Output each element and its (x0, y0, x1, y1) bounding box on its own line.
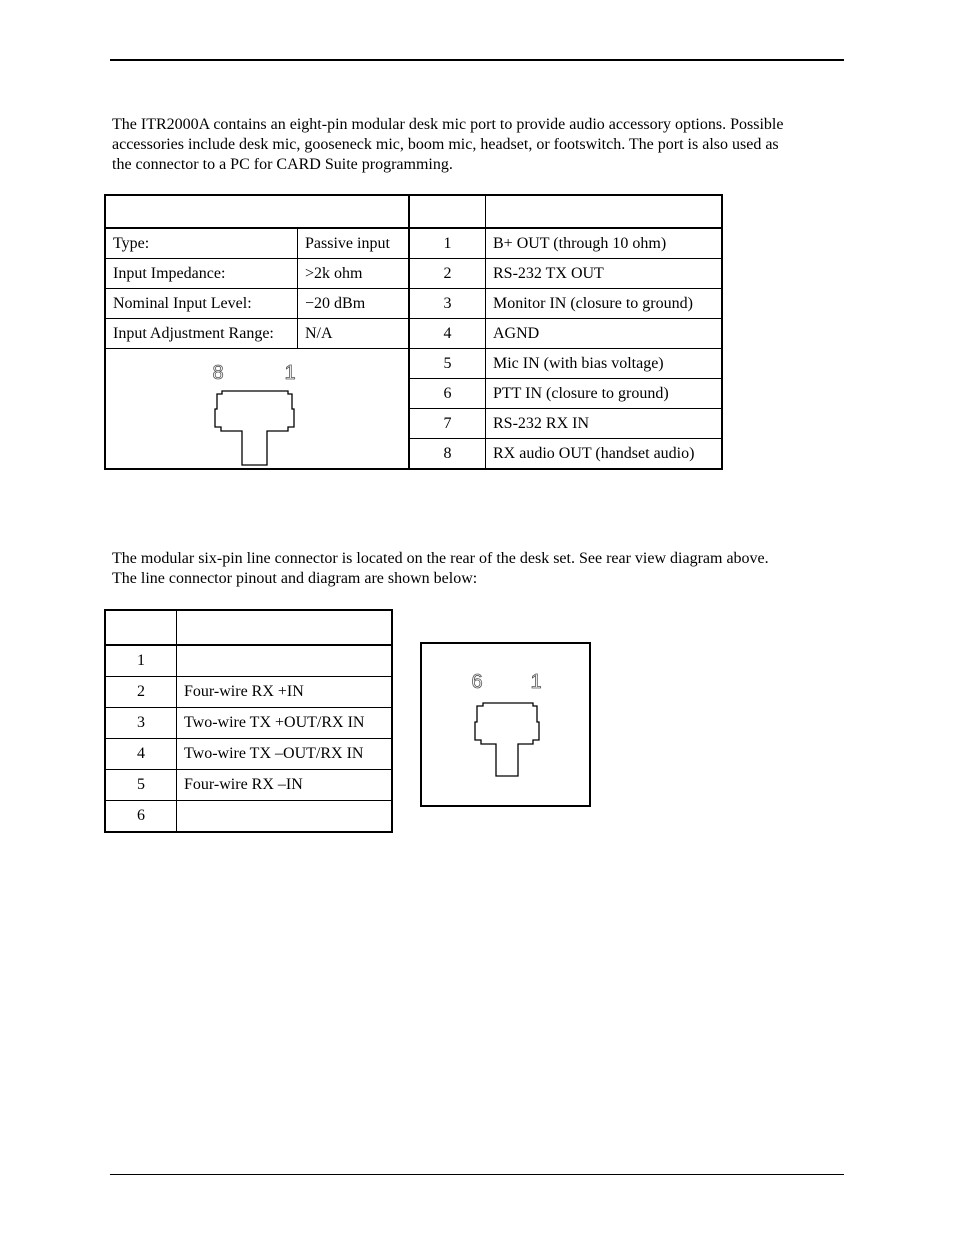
table-header-row (105, 610, 392, 645)
paragraph-line: The line connector pinout and diagram are shown below: (112, 570, 478, 587)
spec-label: Input Adjustment Range: (105, 319, 298, 349)
header-cell (409, 195, 486, 228)
header-cell (486, 195, 723, 228)
mic-port-table (104, 194, 723, 470)
intro-line: accessories include desk mic, gooseneck mic, boom mic, headset, or footswitch. The port is also used as (112, 136, 779, 153)
pin-function: B+ OUT (through 10 ohm) (486, 228, 723, 259)
pin-function: Mic IN (with bias voltage) (486, 349, 723, 379)
pin-number: 8 (409, 439, 486, 470)
pin-function: Four-wire RX –IN (177, 770, 393, 801)
pin-number: 3 (105, 708, 177, 739)
table-row (105, 739, 392, 770)
table-row (105, 289, 722, 319)
footer-rule (110, 1174, 844, 1175)
table-row (105, 770, 392, 801)
intro-paragraph (112, 115, 783, 175)
pin-function: Four-wire RX +IN (177, 677, 393, 708)
table-header-row (105, 195, 722, 228)
table-row (105, 645, 392, 677)
table-row (105, 349, 722, 379)
table-row (105, 677, 392, 708)
pin-number: 5 (409, 349, 486, 379)
line-jack-diagram (422, 644, 589, 805)
spec-value: −20 dBm (298, 289, 410, 319)
pin-number: 4 (409, 319, 486, 349)
header-rule (110, 59, 844, 61)
pin-number: 2 (409, 259, 486, 289)
spec-value: N/A (298, 319, 410, 349)
spec-value: >2k ohm (298, 259, 410, 289)
pin-function: Two-wire TX –OUT/RX IN (177, 739, 393, 770)
pin-number: 4 (105, 739, 177, 770)
pin-function: PTT IN (closure to ground) (486, 379, 723, 409)
pin-function: Monitor IN (closure to ground) (486, 289, 723, 319)
line-jack-diagram-box (420, 642, 591, 807)
table-row (105, 319, 722, 349)
pin-function: AGND (486, 319, 723, 349)
pin-number: 1 (105, 645, 177, 677)
table-row (105, 801, 392, 833)
header-cell (177, 610, 393, 645)
pin-function: Two-wire TX +OUT/RX IN (177, 708, 393, 739)
pin-number: 1 (409, 228, 486, 259)
pin-function (177, 801, 393, 833)
rj45-jack-icon (215, 391, 294, 465)
pin-function: RS-232 TX OUT (486, 259, 723, 289)
intro-line: The ITR2000A contains an eight-pin modular desk mic port to provide audio accessory options. Possible (112, 116, 784, 133)
table-row (105, 259, 722, 289)
pin-function (177, 645, 393, 677)
jack-pin-label-right: 1 (284, 362, 296, 384)
spec-label: Input Impedance: (105, 259, 298, 289)
mic-jack-diagram-cell (105, 349, 409, 470)
mic-jack-diagram (106, 349, 407, 477)
table-row (105, 708, 392, 739)
table-row (105, 228, 722, 259)
jack-pin-label-right: 1 (530, 671, 542, 693)
pin-number: 6 (105, 801, 177, 833)
pin-number: 2 (105, 677, 177, 708)
pin-function: RS-232 RX IN (486, 409, 723, 439)
header-cell (105, 610, 177, 645)
header-cell (105, 195, 409, 228)
jack-pin-label-left: 6 (471, 671, 483, 693)
spec-label: Type: (105, 228, 298, 259)
pin-number: 7 (409, 409, 486, 439)
rj11-jack-icon (475, 703, 539, 776)
spec-value: Passive input (298, 228, 410, 259)
paragraph-line: The modular six-pin line connector is located on the rear of the desk set. See rear view diagram above. (112, 550, 769, 567)
pin-number: 6 (409, 379, 486, 409)
spec-label: Nominal Input Level: (105, 289, 298, 319)
pin-number: 3 (409, 289, 486, 319)
line-connector-table (104, 609, 393, 833)
line-connector-paragraph (112, 549, 769, 589)
pin-number: 5 (105, 770, 177, 801)
pin-function: RX audio OUT (handset audio) (486, 439, 723, 470)
intro-line: the connector to a PC for CARD Suite programming. (112, 156, 453, 173)
jack-pin-label-left: 8 (212, 362, 224, 384)
